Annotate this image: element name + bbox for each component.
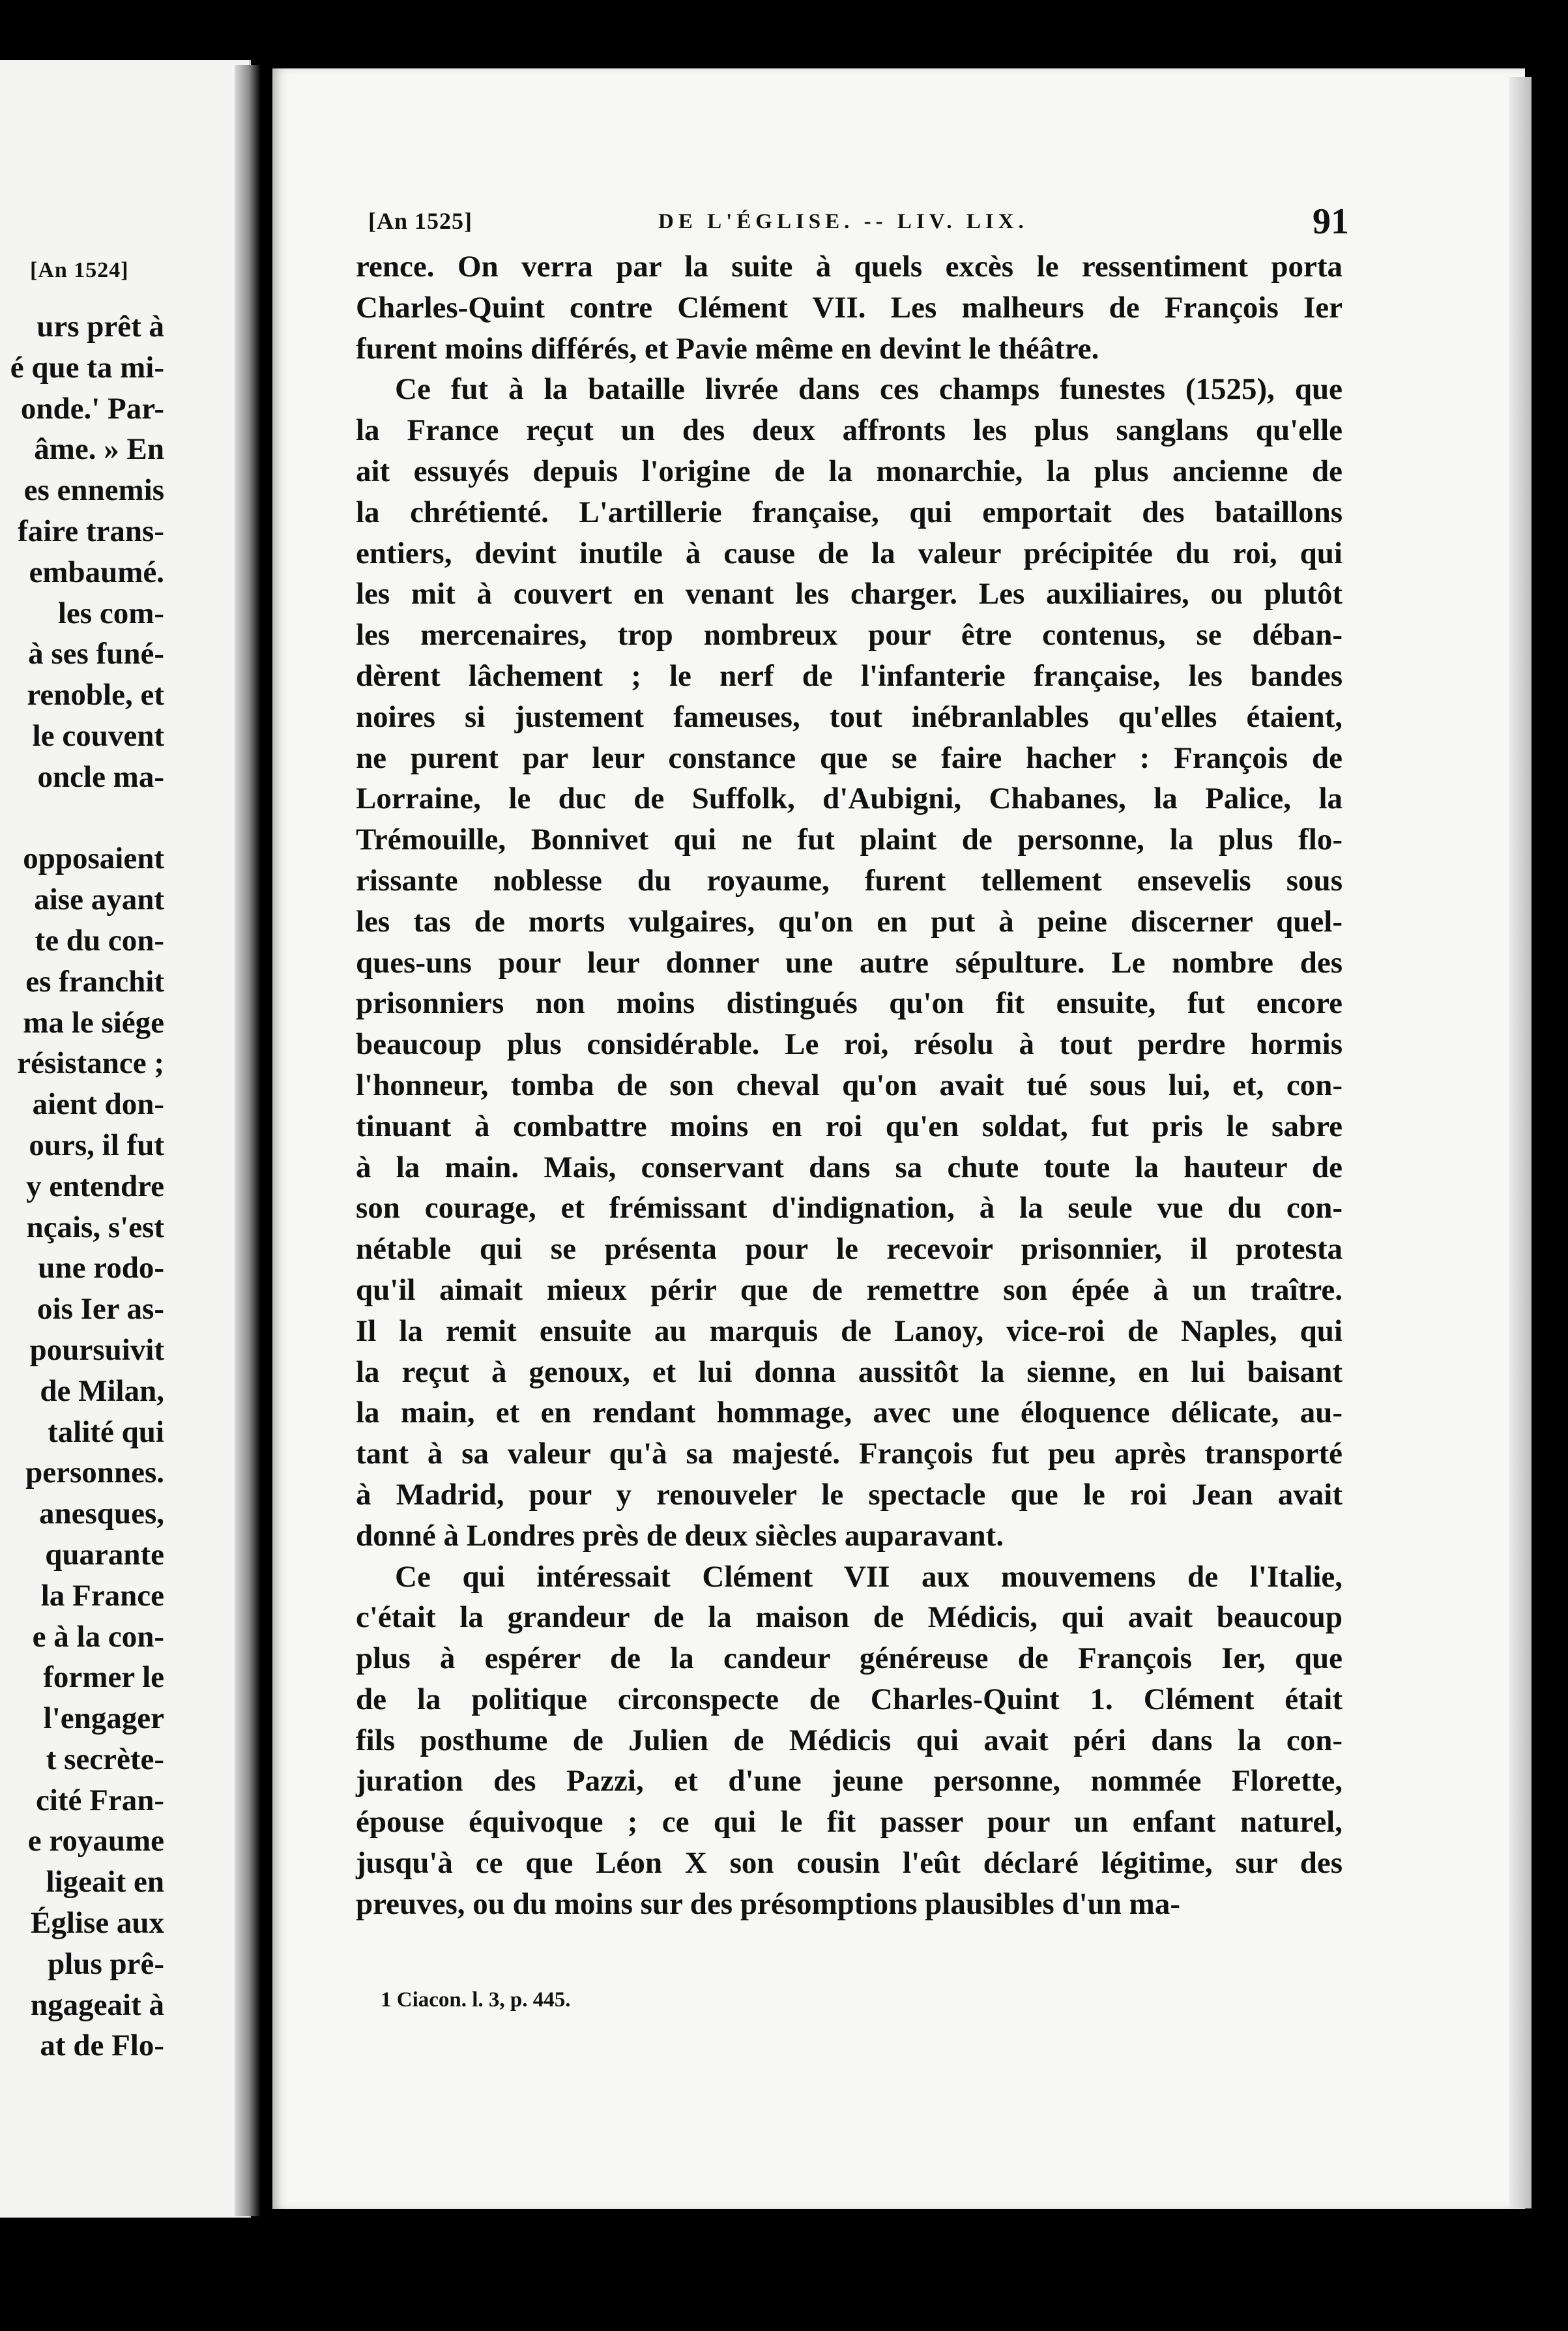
left-text-line: opposaient: [23, 842, 164, 876]
left-text-line: poursuivit: [29, 1332, 164, 1367]
page-number: 91: [1313, 201, 1349, 242]
text-line: nétable qui se présenta pour le recevoir prisonnier, il protesta: [356, 1232, 1343, 1267]
text-line: Trémouille, Bonnivet qui ne fut plaint de personne, la plus flo-: [356, 823, 1343, 857]
text-line: fils posthume de Julien de Médicis qui avait péri dans la con-: [356, 1723, 1343, 1757]
left-text-line: ma le siége: [23, 1005, 164, 1040]
running-head: [368, 201, 1349, 246]
text-line: à la main. Mais, conservant dans sa chute toute la hauteur de: [356, 1150, 1343, 1184]
text-line: noires si justement fameuses, tout inébranlables qu'elles étaient,: [356, 699, 1343, 734]
text-line: tinuant à combattre moins en roi qu'en soldat, fut pris le sabre: [356, 1109, 1343, 1143]
left-text-line: embaumé.: [29, 555, 164, 589]
left-page: [0, 60, 251, 2218]
text-line: ques-uns pour leur donner une autre sépulture. Le nombre des: [356, 945, 1343, 980]
left-text-line: une rodo-: [38, 1251, 164, 1285]
left-text-line: te du con-: [35, 923, 164, 958]
left-text-line: t secrète-: [46, 1742, 164, 1776]
text-line: entiers, devint inutile à cause de la valeur précipitée du roi, qui: [356, 536, 1343, 570]
text-line: ne purent par leur constance que se faire hacher : François de: [356, 740, 1343, 775]
left-text-line: aise ayant: [34, 883, 164, 917]
running-head-title: DE L'ÉGLISE. -- LIV. LIX.: [658, 210, 1028, 233]
text-line: plus à espérer de la candeur généreuse de François Ier, que: [356, 1641, 1343, 1676]
text-line: c'était la grandeur de la maison de Médicis, qui avait beaucoup: [356, 1600, 1343, 1635]
left-text-line: faire trans-: [18, 514, 164, 548]
left-text-line: âme. » En: [34, 432, 164, 467]
left-text-line: le couvent: [32, 718, 164, 753]
text-line: la reçut à genoux, et lui donna aussitôt la sienne, en lui baisant: [356, 1355, 1343, 1389]
text-line: prisonniers non moins distingués qu'on fit ensuite, fut encore: [356, 986, 1343, 1021]
left-text-line: urs prêt à: [36, 310, 164, 344]
left-text-line: e royaume: [27, 1824, 164, 1858]
text-line: Charles-Quint contre Clément VII. Les malheurs de François Ier: [356, 290, 1343, 325]
text-line: tant à sa valeur qu'à sa majesté. François fut peu après transporté: [356, 1437, 1343, 1471]
text-line: dèrent lâchement ; le nerf de l'infanterie française, les bandes: [356, 658, 1343, 693]
text-line: la main, et en rendant hommage, avec une éloquence délicate, au-: [356, 1396, 1343, 1430]
left-text-line: y entendre: [26, 1169, 164, 1203]
left-text-line: onde.' Par-: [20, 391, 164, 426]
left-text-line: cité Fran-: [35, 1783, 164, 1817]
left-running-head: [An 1524]: [30, 258, 129, 282]
text-line: rence. On verra par la suite à quels excès le ressentiment porta: [356, 250, 1343, 284]
text-line: les mit à couvert en venant les charger. Les auxiliaires, ou plutôt: [356, 577, 1343, 611]
text-line: à Madrid, pour y renouveler le spectacle que le roi Jean avait: [356, 1477, 1343, 1512]
footnote: 1 Ciacon. l. 3, p. 445.: [381, 1988, 571, 2012]
left-text-line: nçais, s'est: [26, 1210, 164, 1244]
text-line: épouse équivoque ; ce qui le fit passer pour un enfant naturel,: [356, 1805, 1343, 1840]
left-text-line: anesques,: [39, 1497, 164, 1531]
text-line: rissante noblesse du royaume, furent tellement ensevelis sous: [356, 863, 1343, 898]
text-line: beaucoup plus considérable. Le roi, résolu à tout perdre hormis: [356, 1027, 1343, 1062]
left-text-line: de Milan,: [40, 1373, 164, 1408]
left-text-line: former le: [43, 1660, 164, 1695]
book-gutter-shadow: [235, 65, 261, 2216]
left-text-line: ngageait à: [31, 1987, 164, 2022]
page-edge: [1509, 77, 1532, 2208]
left-text-line: quarante: [45, 1537, 164, 1572]
left-text-line: e à la con-: [32, 1619, 164, 1654]
left-text-line: la France: [40, 1578, 164, 1613]
text-line: juration des Pazzi, et d'une jeune personne, nommée Florette,: [356, 1764, 1343, 1798]
left-text-line: talité qui: [48, 1415, 164, 1449]
left-page-text: [0, 306, 164, 2066]
text-line: donné à Londres près de deux siècles auparavant.: [356, 1518, 1004, 1553]
left-text-line: renoble, et: [27, 678, 164, 712]
text-line: de la politique circonspecte de Charles-Quint 1. Clément était: [356, 1682, 1343, 1716]
left-text-line: plus prê-: [48, 1946, 164, 1981]
left-text-line: [0, 798, 164, 839]
text-line: jusqu'à ce que Léon X son cousin l'eût déclaré légitime, sur des: [356, 1846, 1343, 1881]
left-text-line: personnes.: [25, 1456, 164, 1490]
right-page-text: [356, 246, 1343, 1925]
left-text-line: résistance ;: [17, 1046, 164, 1081]
left-text-line: Église aux: [30, 1906, 164, 1941]
left-text-line: ligeait en: [46, 1865, 164, 1899]
text-line: Ce fut à la bataille livrée dans ces champs funestes (1525), que: [395, 372, 1343, 407]
text-line: l'honneur, tomba de son cheval qu'on avait tué sous lui, et, con-: [356, 1068, 1343, 1102]
text-line: furent moins différés, et Pavie même en devint le théâtre.: [356, 331, 1099, 366]
text-line: les tas de morts vulgaires, qu'on en put à peine discerner quel-: [356, 904, 1343, 939]
left-text-line: à ses funé-: [28, 637, 164, 671]
text-line: la France reçut un des deux affronts les plus sanglans qu'elle: [356, 413, 1343, 448]
left-text-line: les com-: [57, 596, 164, 630]
left-text-line: l'engager: [43, 1701, 164, 1736]
left-text-line: es ennemis: [23, 473, 164, 508]
text-line: Il la remit ensuite au marquis de Lanoy, vice-roi de Naples, qui: [356, 1313, 1343, 1348]
text-line: Ce qui intéressait Clément VII aux mouvemens de l'Italie,: [395, 1559, 1343, 1594]
text-line: preuves, ou du moins sur des présomptions plausibles d'un ma-: [356, 1886, 1180, 1921]
running-head-year: [An 1525]: [368, 208, 472, 234]
left-text-line: aient don-: [32, 1087, 164, 1122]
text-line: les mercenaires, trop nombreux pour être contenus, se déban-: [356, 618, 1343, 652]
text-line: ait essuyés depuis l'origine de la monarchie, la plus ancienne de: [356, 454, 1343, 488]
text-line: la chrétienté. L'artillerie française, qui emportait des bataillons: [356, 495, 1343, 529]
left-text-line: é que ta mi-: [10, 350, 164, 385]
text-line: Lorraine, le duc de Suffolk, d'Aubigni, Chabanes, la Palice, la: [356, 782, 1343, 816]
text-line: son courage, et frémissant d'indignation, à la seule vue du con-: [356, 1191, 1343, 1225]
left-text-line: es franchit: [25, 964, 164, 999]
left-text-line: ois Ier as-: [37, 1292, 164, 1327]
text-line: qu'il aimait mieux périr que de remettre son épée à un traître.: [356, 1272, 1343, 1307]
left-text-line: oncle ma-: [37, 759, 164, 794]
left-text-line: ours, il fut: [29, 1128, 164, 1162]
left-text-line: at de Flo-: [40, 2029, 164, 2063]
